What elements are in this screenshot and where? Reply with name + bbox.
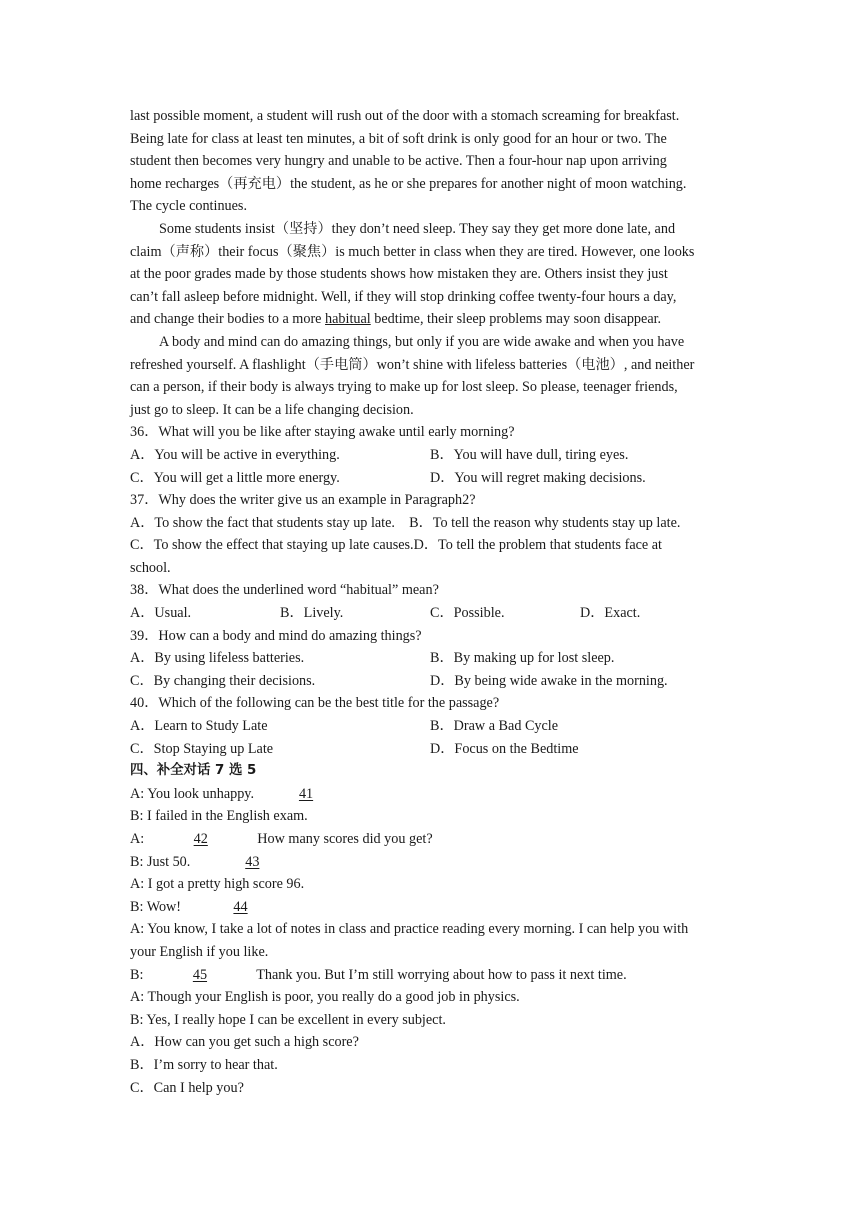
choice-c: C．Can I help you?	[130, 1079, 244, 1096]
text-line: Being late for class at least ten minutes, a bit of soft drink is only good for an hour or two. The	[130, 130, 667, 147]
answer-blank-41[interactable]: 41	[298, 785, 314, 802]
dialogue-text: B: Just 50.	[130, 853, 191, 870]
text-line: Some students insist（坚持）they don’t need sleep. They say they get more done late, and	[159, 220, 676, 237]
option-c: C．You will get a little more energy.	[130, 469, 340, 486]
passage-paragraph-2	[130, 218, 732, 331]
question-37	[130, 489, 732, 579]
options-line: C．To show the effect that staying up late causes.D．To tell the problem that students face at	[130, 537, 663, 554]
dialogue-text: A:	[130, 831, 148, 847]
answer-blank-45[interactable]: 45	[192, 966, 208, 983]
question-38	[130, 579, 732, 624]
options-row	[130, 647, 732, 670]
dialogue-text: B:	[130, 966, 147, 983]
options-row	[130, 738, 732, 761]
text-line: refreshed yourself. A flashlight（手电筒）won’t shine with lifeless batteries（电池）, and neither	[130, 356, 695, 373]
dialogue-line	[130, 783, 732, 806]
text-line: at the poor grades made by those students shows how mistaken they are. Others insist they just	[130, 266, 668, 283]
options-row	[130, 670, 732, 693]
answer-blank-42[interactable]: 42	[193, 831, 208, 847]
text-line: claim（声称）their focus（聚焦）is much better in class when they are tired. However, one looks	[130, 243, 695, 260]
passage-paragraph-1	[130, 105, 732, 218]
choice-b: B．I’m sorry to hear that.	[130, 1056, 278, 1073]
option-b: B．Lively.	[280, 605, 344, 622]
section-heading: 四、补全对话 7 选 5	[130, 763, 257, 779]
option-a: A．Learn to Study Late	[130, 718, 268, 735]
dialogue-line: your English if you like.	[130, 943, 269, 960]
text-line: home recharges（再充电）the student, as he or she prepares for another night of moon watching.	[130, 175, 687, 192]
question-stem: 37．Why does the writer give us an example in Paragraph2?	[130, 492, 476, 509]
text-line: A body and mind can do amazing things, but only if you are wide awake and when you have	[159, 333, 685, 350]
dialogue-line	[130, 964, 732, 987]
underlined-word-habitual: habitual	[325, 311, 371, 328]
option-c: C．Stop Staying up Late	[130, 740, 274, 757]
option-b: B．By making up for lost sleep.	[430, 650, 615, 667]
dialogue-line	[130, 896, 732, 919]
option-a: A．Usual.	[130, 605, 192, 622]
answer-blank-43[interactable]: 43	[245, 853, 260, 870]
dialogue-text: Thank you. But I’m still worrying about how to pass it next time.	[252, 966, 627, 983]
text-segment: bedtime, their sleep problems may soon disappear.	[370, 311, 662, 328]
option-d: D．You will regret making decisions.	[430, 469, 646, 486]
options-line: A．To show the fact that students stay up late. B．To tell the reason why students stay up late.	[130, 514, 681, 531]
options-row	[130, 444, 732, 467]
text-segment: and change their bodies to a more	[130, 311, 326, 328]
dialogue-line	[130, 828, 732, 851]
option-b: B．Draw a Bad Cycle	[430, 718, 559, 735]
option-c: C．Possible.	[430, 605, 505, 622]
text-line	[130, 308, 732, 331]
choice-a: A．How can you get such a high score?	[130, 1034, 359, 1051]
question-stem: 36．What will you be like after staying awake until early morning?	[130, 424, 515, 441]
option-a: A．You will be active in everything.	[130, 446, 340, 463]
options-line: school.	[130, 559, 171, 576]
text-line: just go to sleep. It can be a life changing decision.	[130, 401, 414, 418]
dialogue-line: B: I failed in the English exam.	[130, 808, 308, 825]
options-row	[130, 602, 732, 625]
options-row	[130, 467, 732, 490]
passage-paragraph-3	[130, 331, 732, 421]
option-d: D．Focus on the Bedtime	[430, 740, 579, 757]
text-line: last possible moment, a student will rush out of the door with a stomach screaming for breakfast.	[130, 108, 680, 124]
option-c: C．By changing their decisions.	[130, 672, 316, 689]
dialogue-text: B: Wow!	[130, 898, 182, 915]
text-line: The cycle continues.	[130, 198, 247, 215]
option-b: B．You will have dull, tiring eyes.	[430, 446, 629, 463]
text-line: student then becomes very hungry and unable to be active. Then a four-hour nap upon arriving	[130, 153, 667, 170]
question-39	[130, 625, 732, 693]
question-36	[130, 421, 732, 489]
option-d: D．By being wide awake in the morning.	[430, 672, 668, 689]
question-40	[130, 692, 732, 760]
dialogue-line	[130, 851, 732, 874]
question-stem: 39．How can a body and mind do amazing things?	[130, 627, 422, 644]
question-stem: 38．What does the underlined word “habitual” mean?	[130, 582, 439, 599]
question-stem: 40．Which of the following can be the best title for the passage?	[130, 695, 500, 712]
dialogue-line: B: Yes, I really hope I can be excellent in every subject.	[130, 1011, 446, 1028]
section-dialogue	[130, 760, 732, 1099]
dialogue-text: How many scores did you get?	[253, 831, 433, 847]
document-page	[130, 105, 732, 1099]
text-line: can a person, if their body is always trying to make up for lost sleep. So please, teenager friends,	[130, 379, 678, 396]
answer-blank-44[interactable]: 44	[233, 898, 248, 915]
options-row	[130, 715, 732, 738]
text-line: can’t fall asleep before midnight. Well, if they will stop drinking coffee twenty-four hours a day,	[130, 288, 677, 305]
option-d: D．Exact.	[580, 605, 641, 622]
dialogue-line: A: Though your English is poor, you really do a good job in physics.	[130, 989, 520, 1006]
dialogue-text: A: You look unhappy.	[130, 785, 255, 802]
dialogue-line: A: I got a pretty high score 96.	[130, 876, 305, 893]
dialogue-line: A: You know, I take a lot of notes in class and practice reading every morning. I can help you with	[130, 921, 689, 938]
option-a: A．By using lifeless batteries.	[130, 650, 305, 667]
